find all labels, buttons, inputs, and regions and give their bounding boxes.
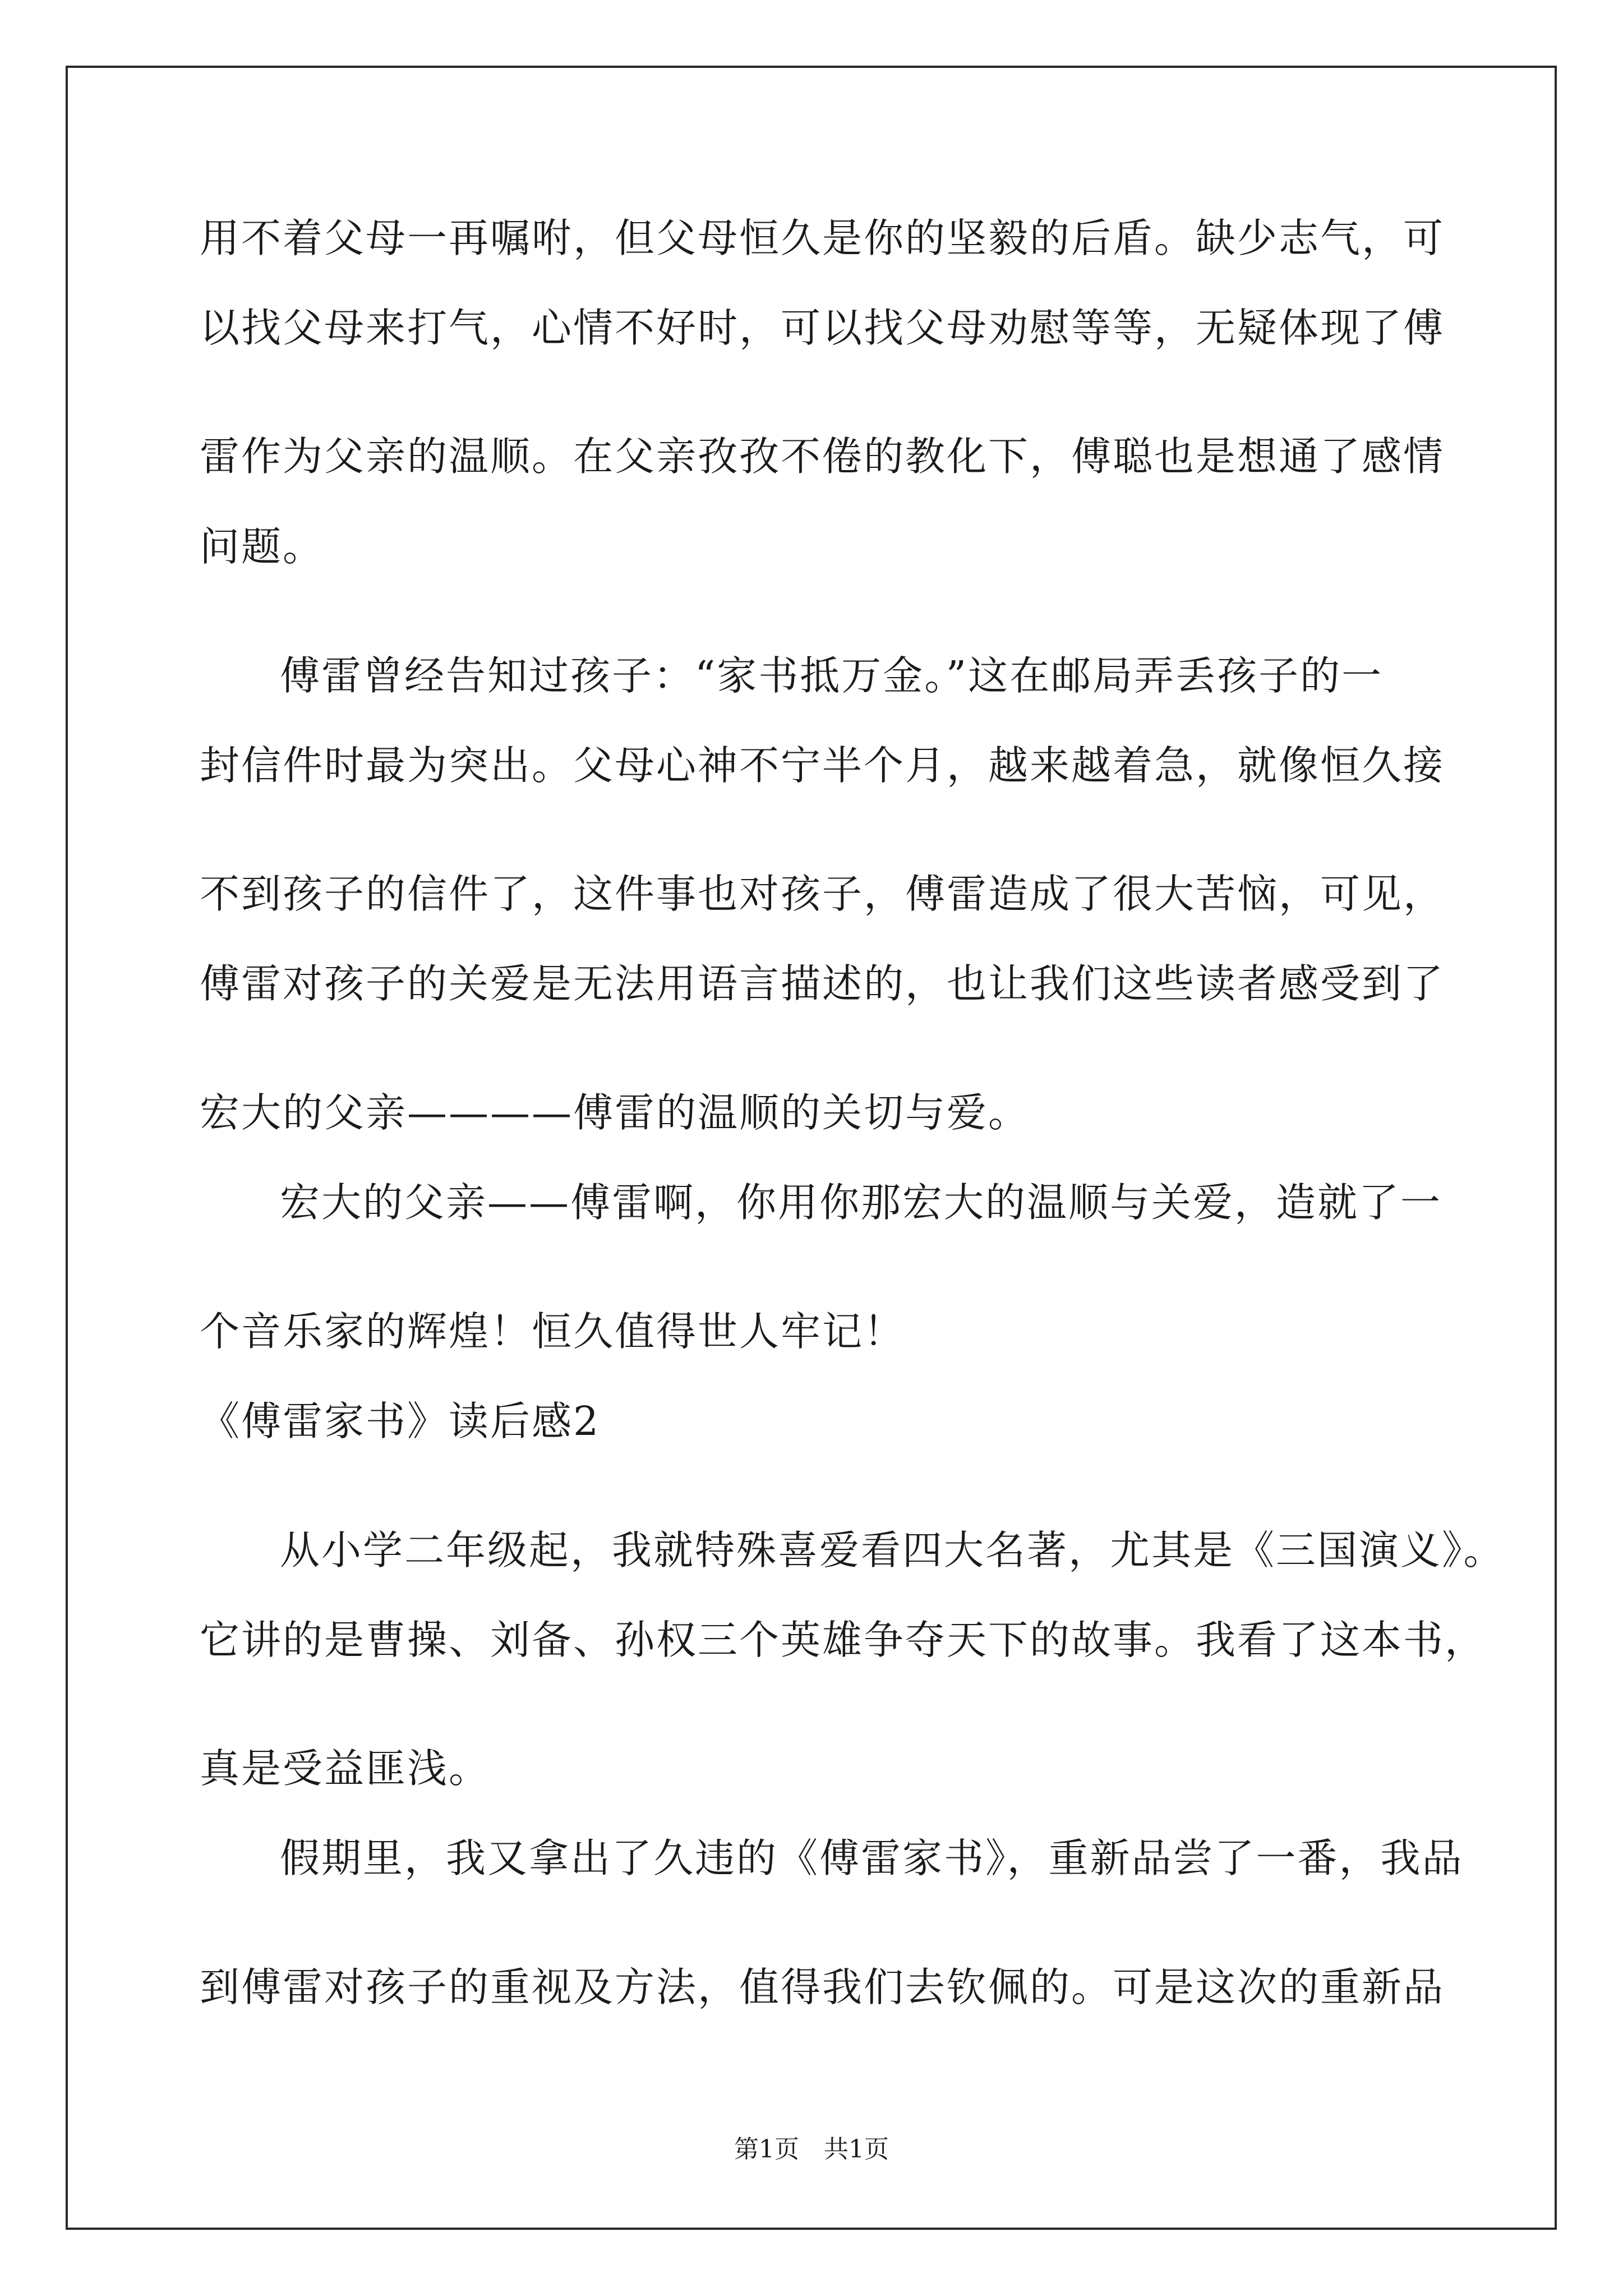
text-line: 个音乐家的辉煌！恒久值得世人牢记！ [200,1308,906,1355]
text-line: 以找父母来打气，心情不好时，可以找父母劝慰等等，无疑体现了傅 [200,305,1445,351]
text-line: 傅雷对孩子的关爱是无法用语言描述的，也让我们这些读者感受到了 [200,960,1445,1007]
paragraph-first-line: 从小学二年级起，我就特殊喜爱看四大名著，尤其是《三国演义》。 [280,1527,1505,1573]
text-line: 真是受益匪浅。 [200,1745,491,1792]
text-line: 它讲的是曹操、刘备、孙权三个英雄争夺天下的故事。我看了这本书， [200,1617,1487,1663]
text-line: 到傅雷对孩子的重视及方法，值得我们去钦佩的。可是这次的重新品 [200,1964,1445,2010]
text-line: 雷作为父亲的温顺。在父亲孜孜不倦的教化下，傅聪也是想通了感情 [200,433,1445,480]
text-line: 宏大的父亲————傅雷的温顺的关切与爱。 [200,1089,1030,1136]
text-line: 用不着父母一再嘱咐，但父母恒久是你的坚毅的后盾。缺少志气，可 [200,215,1445,261]
page-footer: 第1页 共1页 [734,2135,889,2164]
section-heading: 《傅雷家书》读后感2 [200,1398,601,1444]
paragraph-first-line: 假期里，我又拿出了久违的《傅雷家书》，重新品尝了一番，我品 [280,1835,1464,1881]
page-border [66,66,1557,2230]
paragraph-first-line: 傅雷曾经告知过孩子：“家书抵万金。”这在邮局弄丢孩子的一 [280,652,1384,699]
text-line: 问题。 [200,523,325,570]
paragraph-first-line: 宏大的父亲——傅雷啊，你用你那宏大的温顺与关爱，造就了一 [280,1179,1442,1226]
text-line: 不到孩子的信件了，这件事也对孩子，傅雷造成了很大苦恼，可见， [200,871,1445,917]
text-line: 封信件时最为突出。父母心神不宁半个月，越来越着急，就像恒久接 [200,742,1445,789]
